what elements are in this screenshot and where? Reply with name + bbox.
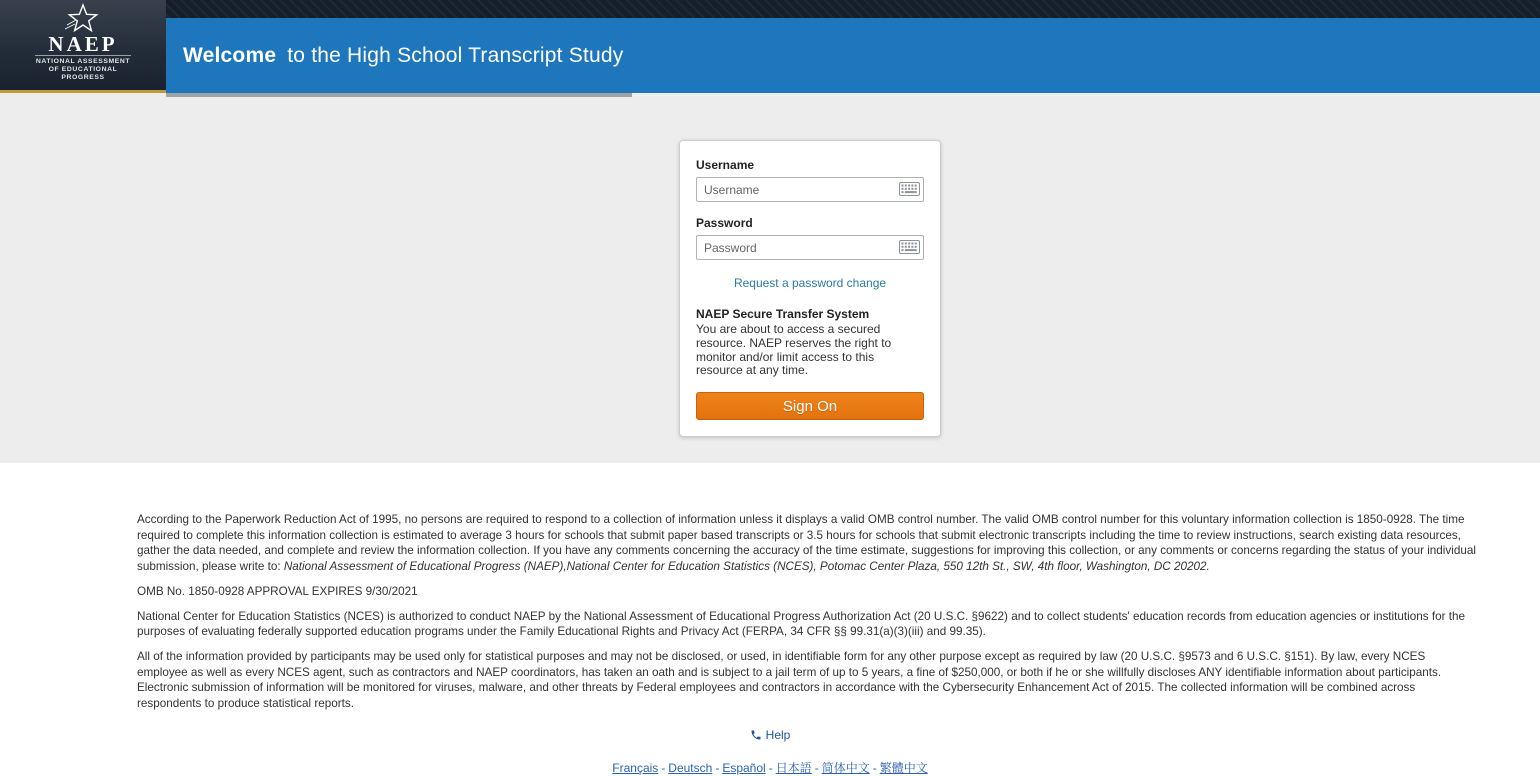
password-input-wrap [696, 235, 924, 260]
secure-system-title: NAEP Secure Transfer System [696, 307, 870, 321]
password-keyboard-icon[interactable] [899, 240, 920, 254]
language-link-deutsch[interactable]: Deutsch [668, 760, 713, 775]
username-keyboard-icon[interactable] [899, 182, 920, 196]
page-title-rest: to the High School Transcript Study [287, 43, 624, 67]
language-links [0, 759, 1540, 776]
language-link-traditional-chinese[interactable]: 繁體中文 [879, 760, 928, 775]
footer [0, 463, 1540, 773]
password-label: Password [696, 216, 753, 230]
naep-logo [0, 0, 166, 93]
language-link-japanese[interactable]: 日本語 [775, 760, 812, 775]
language-link-francais[interactable]: Français [612, 760, 659, 775]
confidentiality-paragraph: All of the information provided by participants may be used only for statistical purposes and may not be disclosed, or used, in identifiable form for any other purpose except as required by law (20 U.S.C. §9573 and 6 U.S.C. §151). By law, every NCES employee as well as every NCES agent, such as contractors and NAEP coordinators, has taken an oath and is subject to a jail term of up to 5 years, a fine of $250,000, or both if he or she willfully discloses ANY identifiable information about participants. Electronic submission of information will be monitored for viruses, malware, and other threats by Federal employees and contractors in accordance with the Cybersecurity Enhancement Act of 2015. The collected information will be combined across respondents to produce statistical reports. [137, 649, 1442, 711]
help-row [0, 728, 1540, 746]
top-bar [0, 0, 1540, 18]
password-link-row [696, 274, 924, 292]
naep-star-icon [63, 3, 103, 33]
omb-line: OMB No. 1850-0928 APPROVAL EXPIRES 9/30/2021 [137, 584, 418, 598]
page-title-welcome: Welcome [183, 43, 277, 67]
password-input[interactable] [696, 235, 924, 260]
language-link-simplified-chinese[interactable]: 简体中文 [821, 760, 870, 775]
language-separator: - [814, 760, 819, 775]
request-password-change-link[interactable]: Request a password change [733, 276, 887, 290]
language-link-espanol[interactable]: Español [722, 760, 766, 775]
paperwork-paragraph [137, 512, 1478, 575]
language-separator: - [768, 760, 773, 775]
header-banner [166, 18, 1540, 93]
secure-system-text: You are about to access a secured resource. NAEP reserves the right to monitor and/or limit access to this resource at any time. [696, 322, 892, 378]
naep-logo-acronym: NAEP [35, 33, 131, 56]
help-link[interactable] [750, 728, 791, 742]
help-label: Help [765, 727, 791, 742]
username-input-wrap [696, 177, 924, 202]
page-title [183, 44, 623, 68]
language-separator: - [661, 760, 666, 775]
language-separator: - [715, 760, 720, 775]
footer-text-block [137, 512, 1478, 712]
nces-paragraph: National Center for Education Statistics (NCES) is authorized to conduct NAEP by the National Assessment of Educational Progress Authorization Act (20 U.S.C. §9622) and to collect students' education records from education agencies or institutions for the purposes of evaluating federally supported education programs under the Family Educational Rights and Privacy Act (FERPA, 34 CFR §§ 99.31(a)(3)(iii) and 99.35). [137, 609, 1465, 639]
username-input[interactable] [696, 177, 924, 202]
language-separator: - [872, 760, 877, 775]
username-label: Username [696, 158, 755, 172]
naep-logo-subtitle: NATIONAL ASSESSMENT OF EDUCATIONAL PROGRESS [35, 58, 131, 81]
sign-on-button[interactable]: Sign On [696, 392, 924, 420]
banner-shadow [166, 93, 632, 97]
paperwork-paragraph-main: According to the Paperwork Reduction Act of 1995, no persons are required to respond to a collection of information unless it displays a valid OMB control number. The valid OMB control number for this voluntary information collection is 1850-0928. The time required to complete this information collection is estimated to average 3 hours for schools that submit paper based transcripts or 3.5 hours for schools that submit electronic transcripts including the time to review instructions, search existing data resources, gather the data needed, and complete and review the information collection. If you have any comments concerning the accuracy of the time estimate, suggestions for improving this collection, or any comments or concerns regarding the status of your individual submission, please write to: [137, 513, 1476, 574]
paperwork-address: National Assessment of Educational Progress (NAEP),National Center for Education Statistics (NCES), Potomac Center Plaza, 550 12th St., SW, 4th floor, Washington, DC 20202. [283, 560, 1210, 574]
login-card [679, 140, 941, 437]
phone-icon [750, 729, 762, 741]
